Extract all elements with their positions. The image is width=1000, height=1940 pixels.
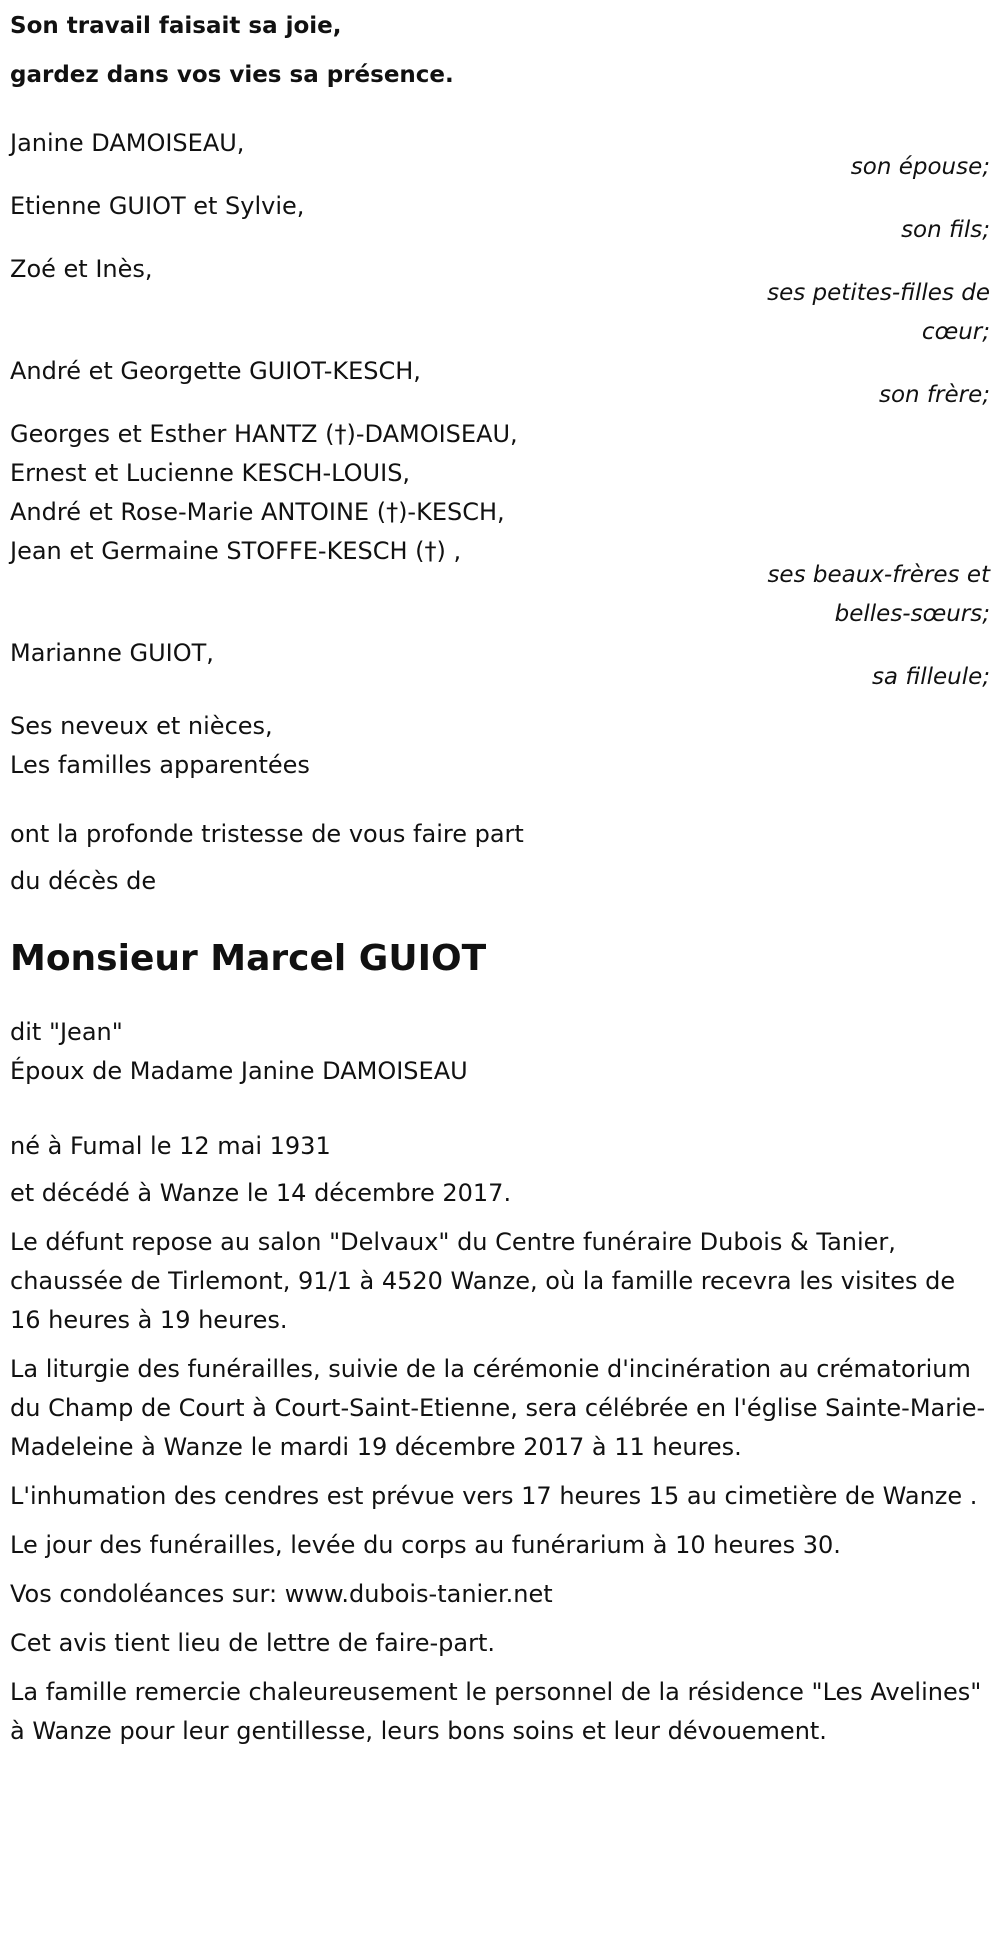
deceased-born: né à Fumal le 12 mai 1931 [10, 1132, 331, 1160]
family-names [10, 415, 990, 571]
family-name-line: Les familles apparentées [10, 751, 310, 779]
paragraph-viewing: Le défunt repose au salon "Delvaux" du Centre funéraire Dubois & Tanier, chaussée de Tirlemont, 91/1 à 4520 Wanze, où la famille recevra les visites de 16 heures à 19 heures. [10, 1228, 956, 1334]
family-relation: son épouse; [850, 154, 990, 180]
announcement-line-1: ont la profonde tristesse de vous faire part [10, 820, 524, 848]
family-names: Janine DAMOISEAU, [10, 129, 245, 157]
family-entry-spouse [10, 124, 990, 187]
deceased-spouse: Époux de Madame Janine DAMOISEAU [10, 1057, 468, 1085]
family-names: Marianne GUIOT, [10, 639, 214, 667]
family-relation-line: ses beaux-frères et [767, 562, 990, 588]
family-names: André et Georgette GUIOT-KESCH, [10, 357, 421, 385]
paragraph-departure: Le jour des funérailles, levée du corps au funérarium à 10 heures 30. [10, 1531, 841, 1559]
family-list [10, 124, 990, 785]
family-names: Zoé et Inès, [10, 255, 153, 283]
funeral-information [10, 1223, 990, 1751]
paragraph-condolences: Vos condoléances sur: www.dubois-tanier.net [10, 1580, 553, 1608]
family-entry-son [10, 187, 990, 250]
family-entry-goddaughter [10, 634, 990, 697]
obituary-notice [0, 2, 1000, 1751]
family-entry-granddaughters [10, 250, 990, 352]
family-names: Etienne GUIOT et Sylvie, [10, 192, 305, 220]
family-name-line: Ernest et Lucienne KESCH-LOUIS, [10, 459, 411, 487]
family-relation-line: belles-sœurs; [834, 601, 990, 627]
epigraph [10, 2, 990, 100]
epigraph-line-1: Son travail faisait sa joie, [10, 13, 342, 39]
family-relation: sa filleule; [871, 664, 990, 690]
paragraph-burial: L'inhumation des cendres est prévue vers 17 heures 15 au cimetière de Wanze . [10, 1482, 978, 1510]
family-relation: son frère; [878, 382, 990, 408]
family-relation-line: cœur; [921, 319, 990, 345]
family-relation [10, 274, 990, 352]
deceased-nickname: dit "Jean" [10, 1018, 123, 1046]
family-entry-brother [10, 352, 990, 415]
deceased-name: Monsieur Marcel GUIOT [10, 938, 487, 979]
family-entry-relatives [10, 707, 990, 785]
family-entry-in-laws [10, 415, 990, 634]
family-name-line: Georges et Esther HANTZ (†)-DAMOISEAU, [10, 420, 518, 448]
announcement [10, 815, 990, 901]
paragraph-liturgy: La liturgie des funérailles, suivie de la cérémonie d'incinération au crématorium du Champ de Court à Court-Saint-Etienne, sera célébrée en l'église Sainte-Marie-Madeleine à Wanze le mardi 19 décembre 2017 à 11 heures. [10, 1355, 986, 1461]
paragraph-notice: Cet avis tient lieu de lettre de faire-part. [10, 1629, 495, 1657]
family-relation-line: ses petites-filles de [767, 280, 990, 306]
family-names [10, 707, 990, 785]
deceased-died: et décédé à Wanze le 14 décembre 2017. [10, 1179, 512, 1207]
family-relation: son fils; [901, 217, 990, 243]
announcement-line-2: du décès de [10, 867, 157, 895]
family-name-line: André et Rose-Marie ANTOINE (†)-KESCH, [10, 498, 505, 526]
paragraph-thanks: La famille remercie chaleureusement le personnel de la résidence "Les Avelines" à Wanze pour leur gentillesse, leurs bons soins et leur dévouement. [10, 1678, 982, 1745]
family-name-line: Jean et Germaine STOFFE-KESCH (†) , [10, 537, 462, 565]
family-name-line: Ses neveux et nièces, [10, 712, 273, 740]
deceased-details [10, 1013, 990, 1213]
epigraph-line-2: gardez dans vos vies sa présence. [10, 62, 454, 88]
